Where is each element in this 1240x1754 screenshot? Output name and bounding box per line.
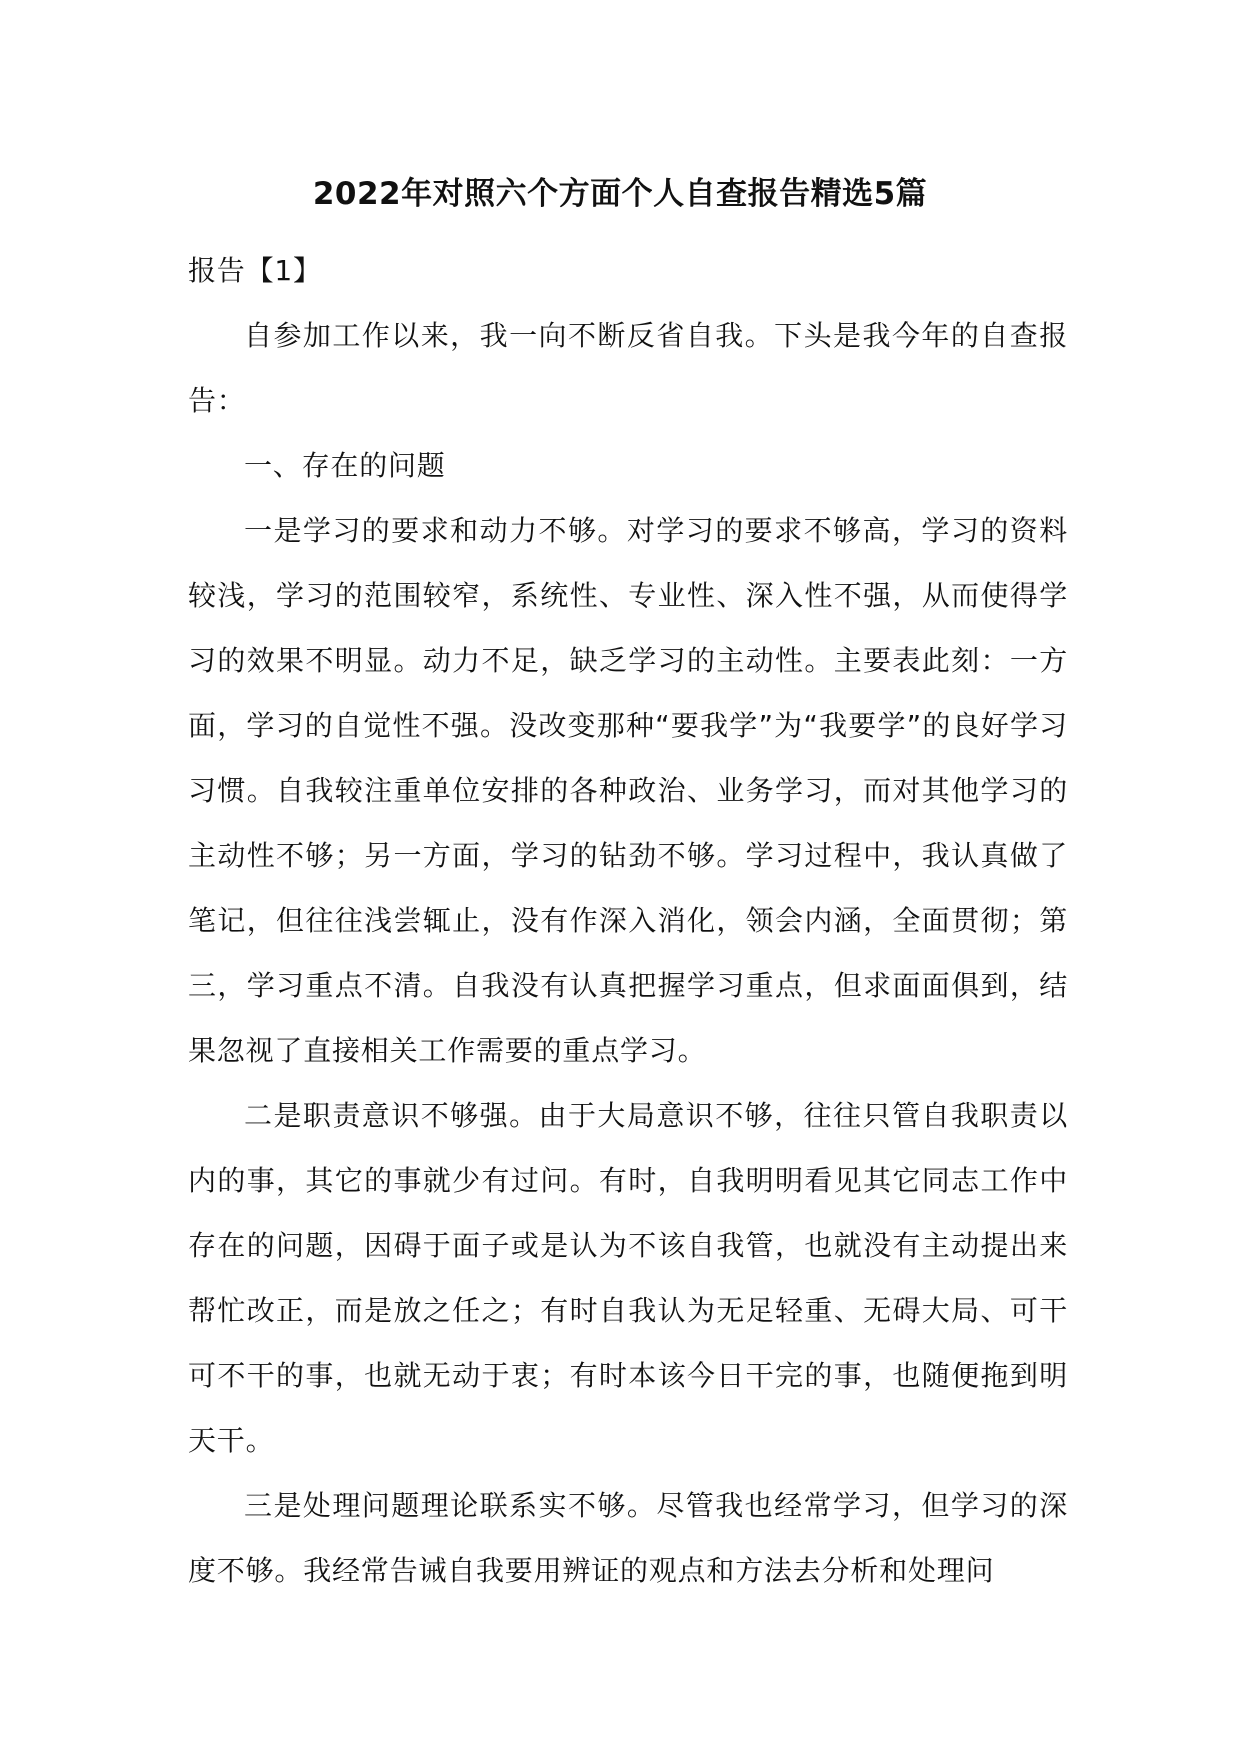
section-heading: 一、存在的问题: [244, 449, 446, 482]
report-heading: 报告【1】: [188, 254, 322, 287]
document-title: 2022年对照六个方面个人自查报告精选5篇: [312, 176, 928, 212]
paragraph-responsibility: 二是职责意识不够强。由于大局意识不够，往往只管自我职责以内的事，其它的事就少有过问。有时，自我明明看见其它同志工作中存在的问题，因碍于面子或是认为不该自我管，也就没有主动提出来帮忙改正，而是放之任之；有时自我认为无足轻重、无碍大局、可干可不干的事，也就无动于衷；有时本该今日干完的事，也随便拖到明天干。: [188, 1099, 1068, 1457]
intro-paragraph: 自参加工作以来，我一向不断反省自我。下头是我今年的自查报告：: [188, 319, 1068, 417]
document-body: [188, 238, 1068, 1603]
paragraph-theory-practice: 三是处理问题理论联系实不够。尽管我也经常学习，但学习的深度不够。我经常告诫自我要用辨证的观点和方法去分析和处理问: [188, 1489, 1068, 1587]
paragraph-learning: 一是学习的要求和动力不够。对学习的要求不够高，学习的资料较浅，学习的范围较窄，系统性、专业性、深入性不强，从而使得学习的效果不明显。动力不足，缺乏学习的主动性。主要表此刻：一方面，学习的自觉性不强。没改变那种“要我学”为“我要学”的良好学习习惯。自我较注重单位安排的各种政治、业务学习，而对其他学习的主动性不够；另一方面，学习的钻劲不够。学习过程中，我认真做了笔记，但往往浅尝辄止，没有作深入消化，领会内涵，全面贯彻；第三，学习重点不清。自我没有认真把握学习重点，但求面面俱到，结果忽视了直接相关工作需要的重点学习。: [188, 514, 1068, 1067]
